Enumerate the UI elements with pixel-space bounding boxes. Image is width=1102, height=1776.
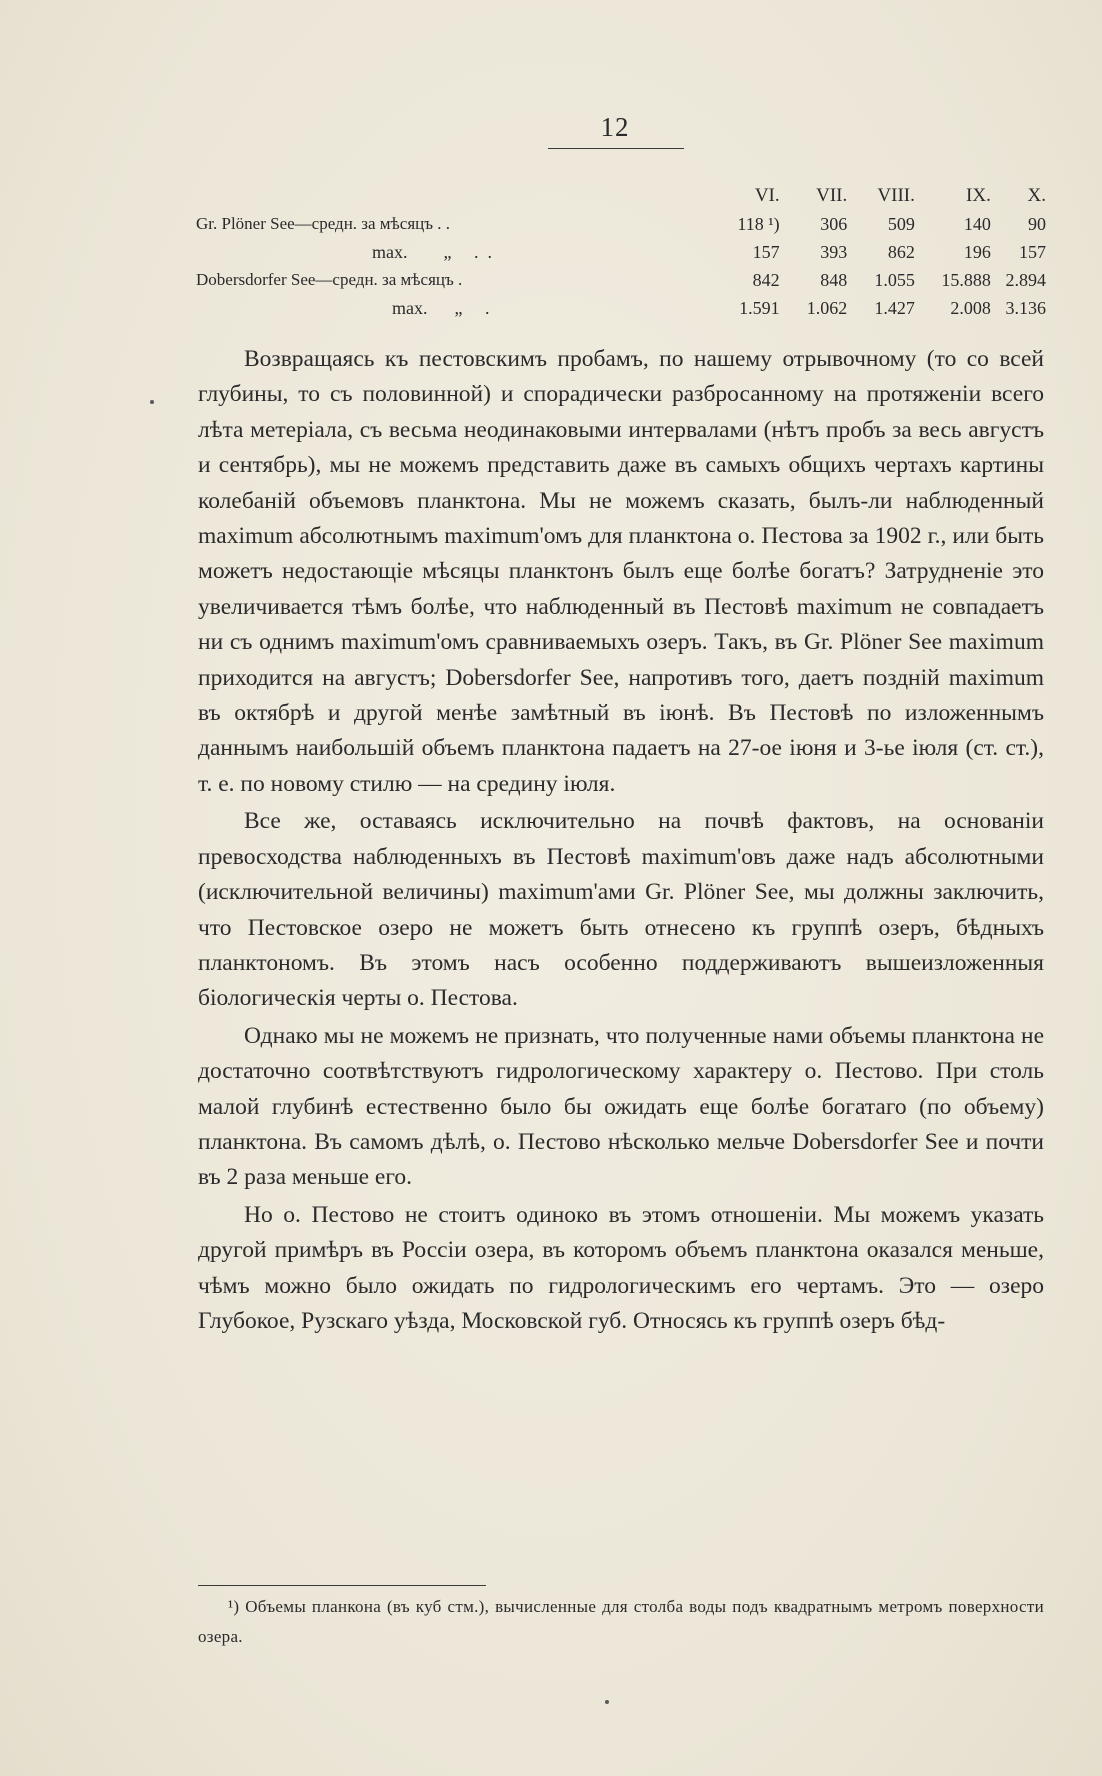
table-cell: 118 ¹) xyxy=(737,213,780,234)
table-cell: 196 xyxy=(963,241,991,262)
table-header-cell: VII. xyxy=(816,185,848,206)
table-row xyxy=(196,238,1046,266)
table-cell: 2.894 xyxy=(1005,269,1046,290)
table-cell: 1.427 xyxy=(874,297,915,318)
paragraph: Все же, оставаясь исключительно на почвѣ фактовъ, на основанiи превосходства наблюденныхъ въ Пестовѣ maximum'овъ даже надъ абсолютными (исключительной величины) maximum'ами Gr. Plöner See, мы должны заключить, что Пестовское озеро не можетъ быть отнесено къ группѣ озеръ, бѣдныхъ планктономъ. Въ этомъ насъ особенно поддерживаютъ вышеизложенныя бiологическiя черты о. Пестова. xyxy=(198,808,1044,1012)
table-header-row xyxy=(196,182,1046,210)
print-speck xyxy=(150,400,154,404)
paragraph: Но о. Пестово не стоитъ одиноко въ этомъ отношенiи. Мы можемъ указать другой примѣръ въ Россiи озера, въ которомъ объемъ планктона оказался меньше, чѣмъ можно было ожидать по гидрологическимъ его чертамъ. Это — озеро Глубокое, Рузскаго уѣзда, Московской губ. Относясь къ группѣ озеръ бѣд- xyxy=(198,1201,1044,1334)
table-cell: 1.591 xyxy=(739,297,780,318)
table-cell: 842 xyxy=(752,269,780,290)
table-cell: 509 xyxy=(887,213,915,234)
table-cell: 15.888 xyxy=(941,269,991,290)
table-cell: 848 xyxy=(820,269,848,290)
table-cell: 90 xyxy=(1028,213,1046,234)
footnote-rule xyxy=(198,1585,486,1586)
table-cell: 1.055 xyxy=(874,269,915,290)
row-label: Dobersdorfer See—средн. за мѣсяцъ . xyxy=(196,270,463,289)
table-row xyxy=(196,266,1046,294)
row-label: max. „ . . xyxy=(372,241,492,262)
row-label: max. „ . xyxy=(392,297,490,318)
print-speck xyxy=(605,1700,609,1704)
footnote xyxy=(198,1592,1044,1652)
footnote-text: ¹) Объемы планкона (въ куб стм.), вычисленные для столба воды подъ квадратнымъ метромъ поверхности озера. xyxy=(198,1597,1044,1646)
table-cell: 157 xyxy=(752,241,780,262)
table-cell: 140 xyxy=(963,213,991,234)
table-cell: 1.062 xyxy=(806,297,848,318)
paragraph: Однако мы не можемъ не признать, что полученные нами объемы планктона не достаточно соотвѣтствуютъ гидрологическому характеру о. Пестово. При столь малой глубинѣ естественно было бы ожидать еще болѣе богатаго (по объему) планктона. Въ самомъ дѣлѣ, о. Пестово нѣсколько мельче Dobersdorfer See и почти въ 2 раза меньше его. xyxy=(198,1022,1044,1191)
table-cell: 862 xyxy=(887,241,915,262)
table-header-blank xyxy=(196,182,698,210)
table-header-cell: VI. xyxy=(754,185,780,206)
body-text xyxy=(198,342,1044,1341)
table-header-cell: IX. xyxy=(966,185,991,206)
header-rule xyxy=(548,148,684,149)
row-label: Gr. Plöner See—средн. за мѣсяцъ . . xyxy=(196,214,451,233)
plankton-volume-table xyxy=(196,182,1046,322)
table-header-cell: VIII. xyxy=(877,185,915,206)
table-cell: 3.136 xyxy=(1005,297,1046,318)
table-cell: 306 xyxy=(820,213,848,234)
table-header-cell: X. xyxy=(1027,185,1046,206)
table-cell: 2.008 xyxy=(950,297,991,318)
table-cell: 393 xyxy=(820,241,848,262)
paragraph: Возвращаясь къ пестовскимъ пробамъ, по нашему отрывочному (то со всей глубины, то съ половинной) и спорадически разбросанному на протяженiи всего лѣта метерiала, съ весьма неодинаковыми интервалами (нѣтъ пробъ за весь августъ и сентябрь), мы не можемъ представить даже въ самыхъ общихъ чертахъ картины колебанiй объемовъ планктона. Мы не можемъ сказать, былъ-ли наблюденный maximum абсолютнымъ maximum'омъ для планктона о. Пестова за 1902 г., или быть можетъ недостающiе мѣсяцы планктонъ былъ еще болѣе богатъ? Затрудненiе это увеличивается тѣмъ болѣе, что наблюденный въ Пестовѣ maximum не совпадаетъ ни съ однимъ maximum'омъ сравниваемыхъ озеръ. Такъ, въ Gr. Plöner See maximum приходится на августъ; Dobersdorfer See, напротивъ того, даетъ позднiй maximum въ октябрѣ и другой менѣе замѣтный въ iюнѣ. Въ Пестовѣ по изложеннымъ даннымъ наибольшiй объемъ планктона падаетъ на 27-ое iюня и 3-ье iюля (ст. ст.), т. е. по новому стилю — на средину iюля. xyxy=(198,346,1044,797)
table-row xyxy=(196,294,1046,322)
page-number: 12 xyxy=(600,112,630,142)
table-cell: 157 xyxy=(1019,241,1046,262)
table-row xyxy=(196,210,1046,238)
